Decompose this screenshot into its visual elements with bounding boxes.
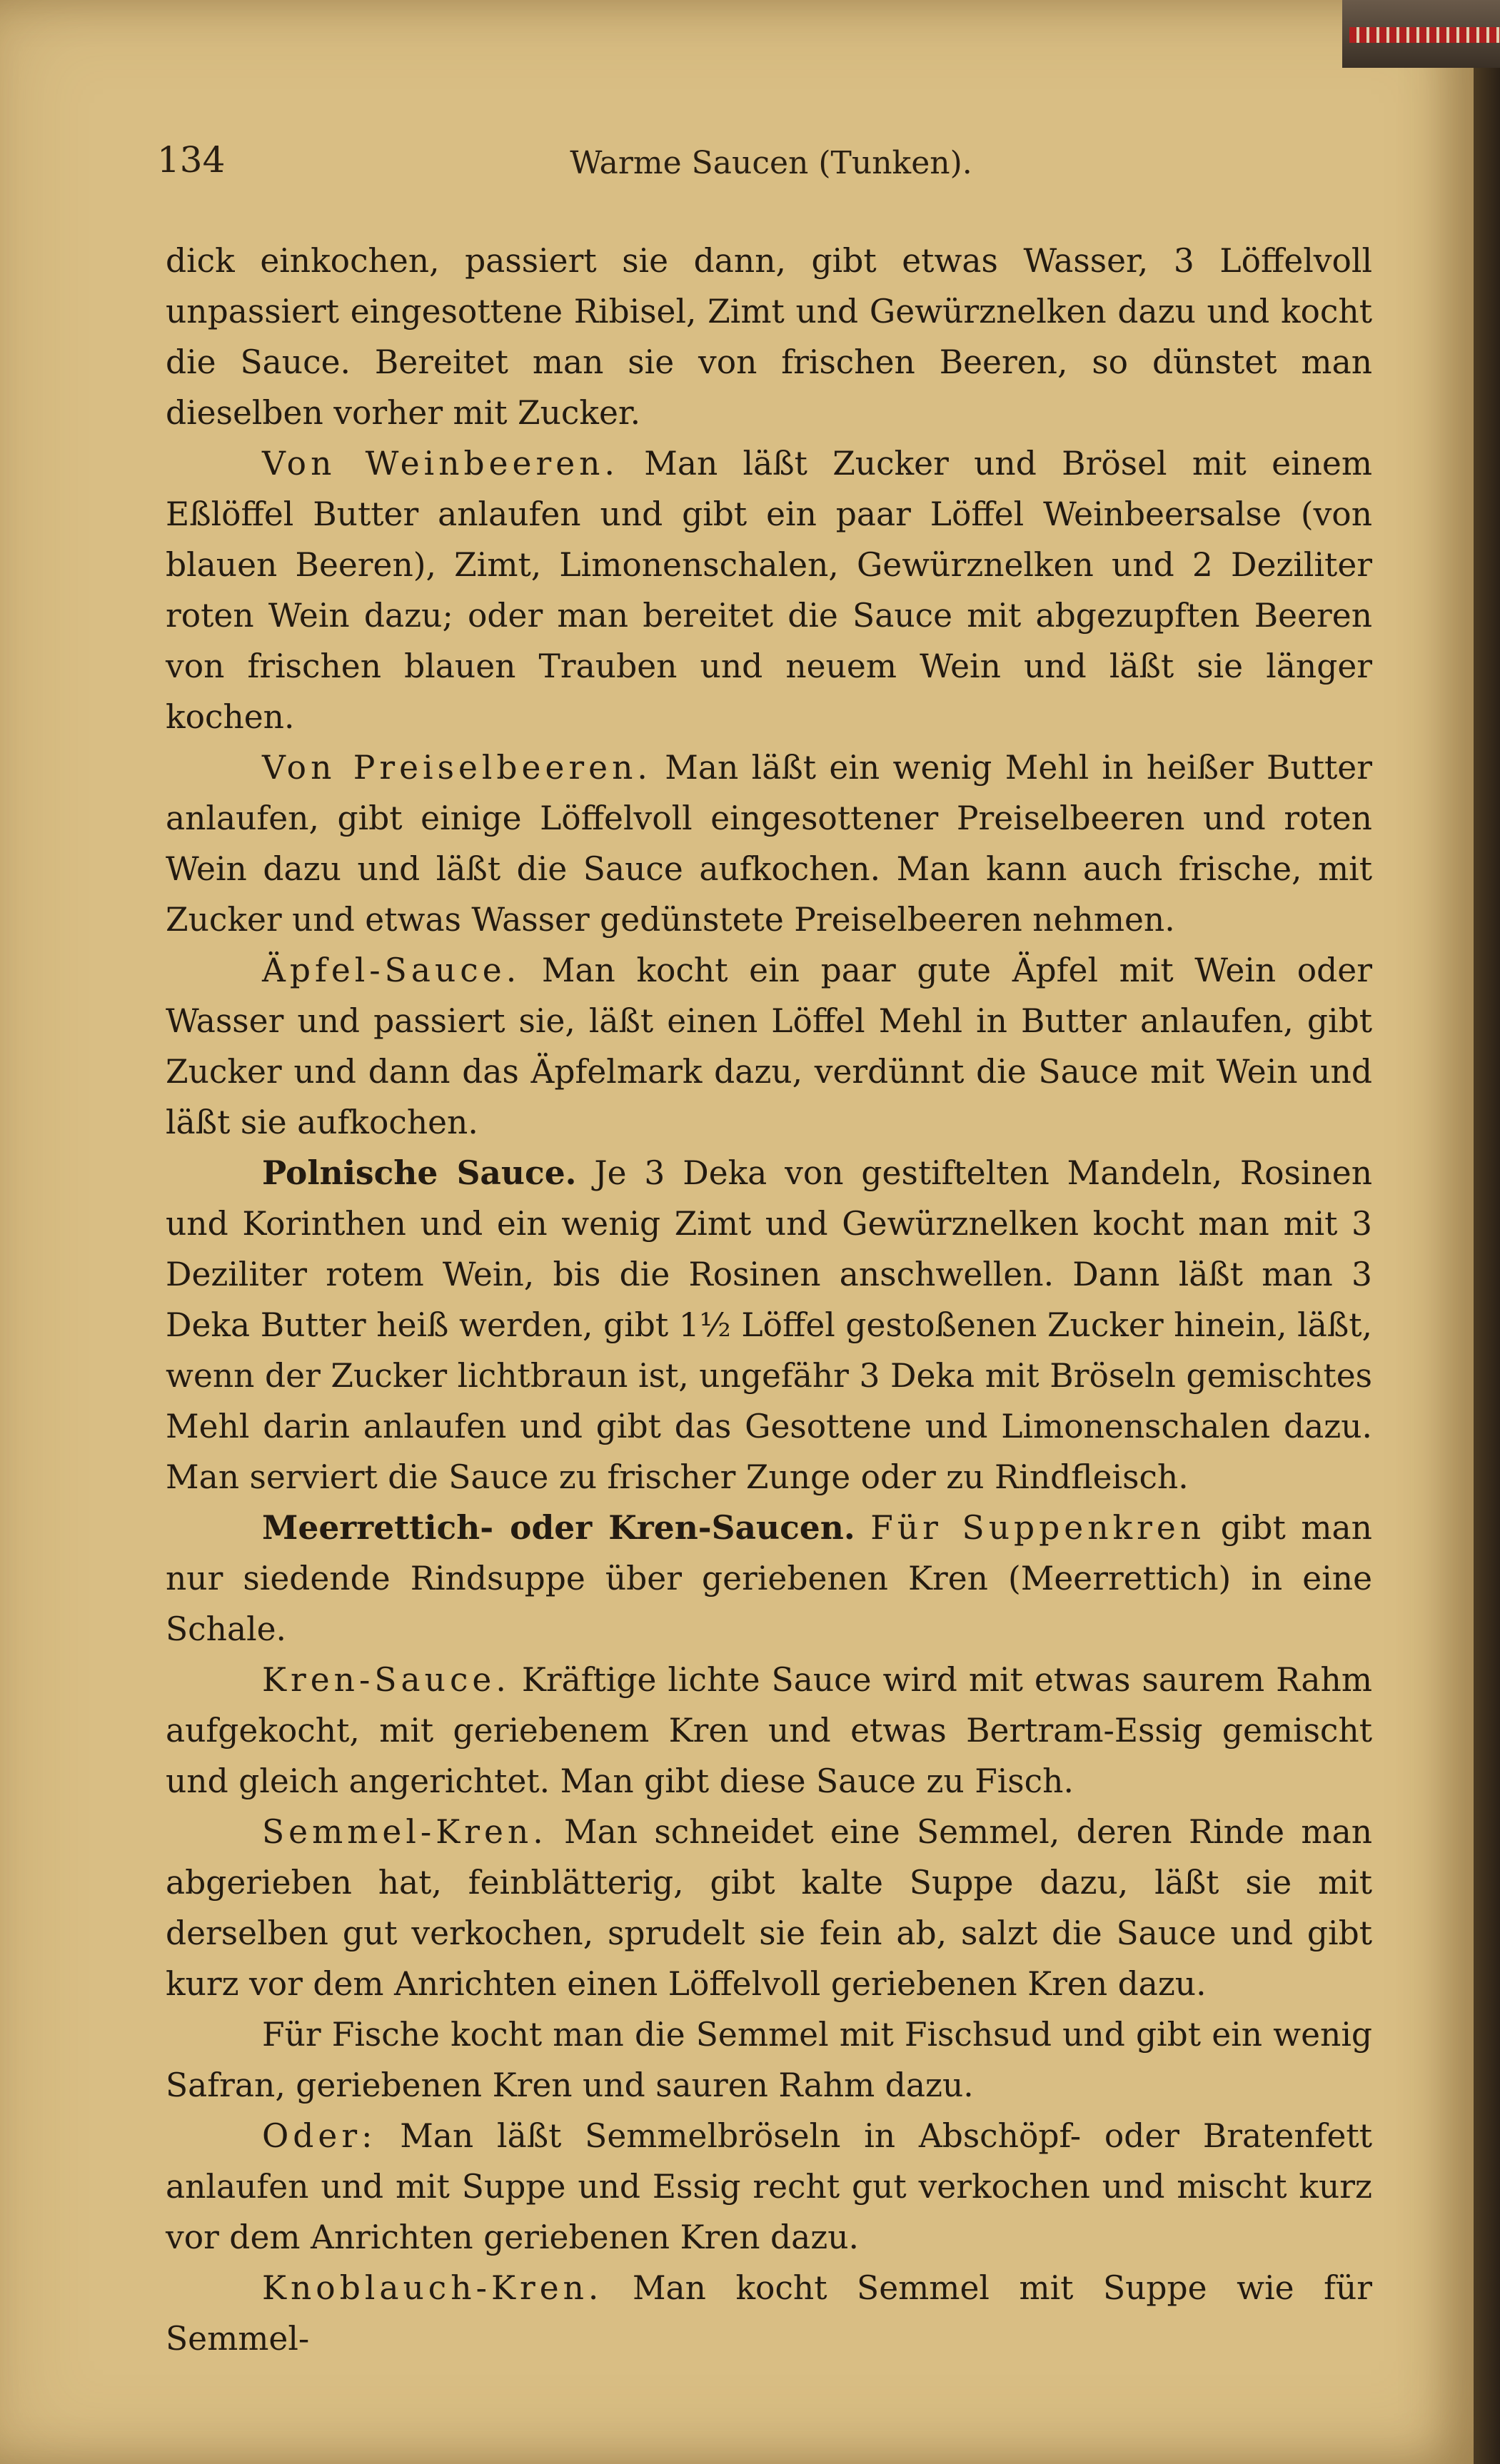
section-heading: Polnische Sauce. — [262, 1153, 577, 1192]
paragraph-polnische-sauce — [166, 1148, 1372, 1503]
paragraph-text: Kräftige lichte Sauce wird mit etwas saurem Rahm aufgekocht, mit geriebenem Kren und etwas Bertram-Essig gemischt und gleich angerichtet. Man gibt diese Sauce zu Fisch. — [166, 1661, 1372, 1800]
running-title: Warme Saucen (Tunken). — [570, 145, 972, 181]
paragraph-kren-saucen — [166, 1503, 1372, 1655]
section-heading: Meerrettich- oder Kren-Saucen. — [262, 1508, 855, 1547]
paragraph-text: Man läßt Semmelbröseln in Abschöpf- oder Bratenfett anlaufen und mit Suppe und Essig recht gut verkochen und mischt kurz vor dem Anrichten geriebenen Kren dazu. — [166, 2117, 1372, 2256]
paragraph-fische — [166, 2009, 1372, 2111]
paragraph-weinbeeren — [166, 438, 1372, 742]
recipe-heading: Von Preiselbeeren. — [262, 749, 652, 787]
color-calibration-strip — [1349, 27, 1500, 43]
paragraph-preiselbeeren — [166, 742, 1372, 945]
paragraph-knoblauch-kren — [166, 2263, 1372, 2364]
paragraph-text: Je 3 Deka von gestiftelten Mandeln, Rosinen und Korinthen und ein wenig Zimt und Gewürznelken kocht man mit 3 Deziliter rotem Wein, bis die Rosinen anschwellen. Dann läßt man 3 Deka Butter heiß werden, gibt 1½ Löffel gestoßenen Zucker hinein, läßt, wenn der Zucker lichtbraun ist, ungefähr 3 Deka mit Bröseln gemischtes Mehl darin anlaufen und gibt das Gesottene und Limonenschalen dazu. Man serviert die Sauce zu frischer Zunge oder zu Rindfleisch. — [166, 1154, 1372, 1496]
recipe-heading: Äpfel-Sauce. — [262, 951, 521, 989]
paragraph-text: gibt man nur siedende Rindsuppe über geriebenen Kren (Meerrettich) in eine Schale. — [166, 1509, 1372, 1648]
recipe-heading: Oder: — [262, 2117, 377, 2155]
paragraph-text: Man kocht ein paar gute Äpfel mit Wein oder Wasser und passiert sie, läßt einen Löffel Mehl in Butter anlaufen, gibt Zucker und dann das Äpfelmark dazu, verdünnt die Sauce mit Wein und läßt sie aufkochen. — [166, 951, 1372, 1141]
page-number: 134 — [157, 139, 226, 181]
paragraph-kren-sauce — [166, 1655, 1372, 1807]
paragraph-text: dick einkochen, passiert sie dann, gibt etwas Wasser, 3 Löffelvoll unpassiert eingesottene Ribisel, Zimt und Gewürznelken dazu und kocht die Sauce. Bereitet man sie von frischen Beeren, so dünstet man dieselben vorher mit Zucker. — [166, 242, 1372, 432]
body-text — [166, 236, 1372, 2364]
recipe-heading: Für Suppenkren — [870, 1509, 1206, 1547]
recipe-heading: Semmel-Kren. — [262, 1813, 548, 1851]
paragraph-text: Für Fische kocht man die Semmel mit Fischsud und gibt ein wenig Safran, geriebenen Kren und sauren Rahm dazu. — [166, 2016, 1372, 2104]
paragraph-continuation — [166, 236, 1372, 438]
paragraph-text: Man läßt Zucker und Brösel mit einem Eßlöffel Butter anlaufen und gibt ein paar Löffel Weinbeersalse (von blauen Beeren), Zimt, Limonenschalen, Gewürznelken und 2 Deziliter roten Wein dazu; oder man bereitet die Sauce mit abgezupften Beeren von frischen blauen Trauben und neuem Wein und läßt sie länger kochen. — [166, 445, 1372, 736]
paragraph-oder — [166, 2111, 1372, 2263]
paragraph-text: Man läßt ein wenig Mehl in heißer Butter anlaufen, gibt einige Löffelvoll eingesottener Preiselbeeren und roten Wein dazu und läßt die Sauce aufkochen. Man kann auch frische, mit Zucker und etwas Wasser gedünstete Preiselbeeren nehmen. — [166, 749, 1372, 939]
recipe-heading: Von Weinbeeren. — [262, 445, 619, 483]
recipe-heading: Kren-Sauce. — [262, 1661, 510, 1699]
recipe-heading: Knoblauch-Kren. — [262, 2269, 603, 2307]
paragraph-text: Man schneidet eine Semmel, deren Rinde man abgerieben hat, feinblätterig, gibt kalte Suppe dazu, läßt sie mit derselben gut verkochen, sprudelt sie fein ab, salzt die Sauce und gibt kurz vor dem Anrichten einen Löffelvoll geriebenen Kren dazu. — [166, 1813, 1373, 2003]
paragraph-text: Man kocht Semmel mit Suppe wie für Semmel- — [166, 2269, 1372, 2358]
paragraph-semmel-kren — [166, 1807, 1372, 2009]
page-edge — [1474, 0, 1500, 2464]
paragraph-aepfel-sauce — [166, 945, 1372, 1148]
page-header — [157, 139, 1385, 189]
